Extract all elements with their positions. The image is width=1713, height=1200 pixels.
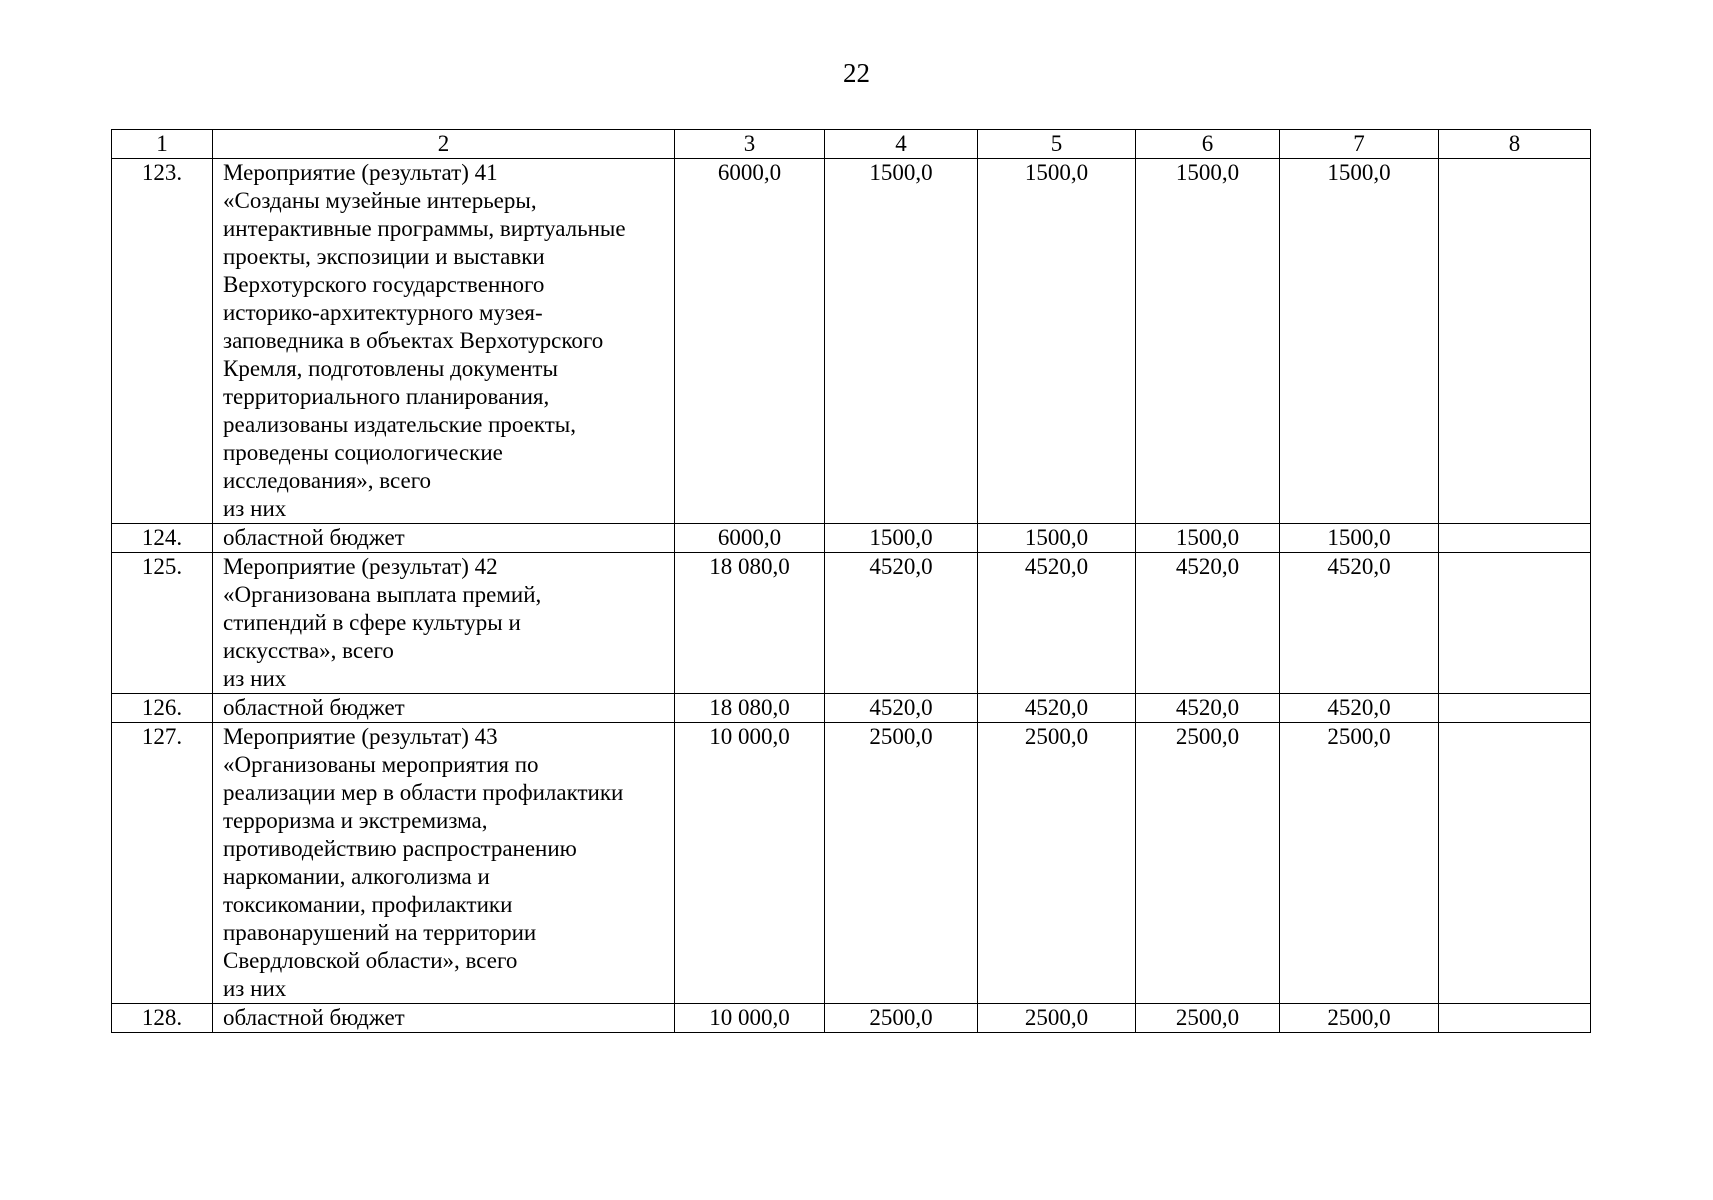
description-line: Верхотурского государственного — [223, 272, 545, 297]
value-cell-col-8 — [1439, 553, 1591, 694]
description-line: областной бюджет — [223, 525, 405, 550]
row-number: 126. — [112, 694, 213, 723]
row-description — [213, 159, 675, 524]
value-cell-col-7: 4520,0 — [1280, 694, 1439, 723]
value-cell-col-5: 2500,0 — [978, 1004, 1136, 1033]
description-line: областной бюджет — [223, 695, 405, 720]
description-line: реализации мер в области профилактики — [223, 780, 624, 805]
table-row — [112, 159, 1591, 524]
value-cell-col-7: 1500,0 — [1280, 159, 1439, 524]
value-cell-col-8 — [1439, 694, 1591, 723]
description-line: Мероприятие (результат) 42 — [223, 554, 498, 579]
value-cell-col-5: 4520,0 — [978, 694, 1136, 723]
table-header-row — [112, 130, 1591, 159]
value-cell-col-3: 10 000,0 — [675, 723, 825, 1004]
description-line: из них — [223, 666, 287, 691]
value-cell-col-6: 4520,0 — [1136, 553, 1280, 694]
column-header: 4 — [825, 130, 978, 159]
page-number: 22 — [843, 58, 870, 88]
row-description — [213, 524, 675, 553]
description-line: искусства», всего — [223, 638, 394, 663]
value-cell-col-6: 2500,0 — [1136, 723, 1280, 1004]
description-line: территориального планирования, — [223, 384, 550, 409]
value-cell-col-3: 6000,0 — [675, 524, 825, 553]
description-line: из них — [223, 976, 287, 1001]
value-cell-col-8 — [1439, 1004, 1591, 1033]
column-header: 8 — [1439, 130, 1591, 159]
description-line: интерактивные программы, виртуальные — [223, 216, 626, 241]
table-row — [112, 694, 1591, 723]
value-cell-col-5: 4520,0 — [978, 553, 1136, 694]
description-line: «Организована выплата премий, — [223, 582, 542, 607]
description-line: «Организованы мероприятия по — [223, 752, 539, 777]
table-row — [112, 524, 1591, 553]
row-description — [213, 694, 675, 723]
description-line: исследования», всего — [223, 468, 432, 493]
description-line: токсикомании, профилактики — [223, 892, 513, 917]
row-number: 124. — [112, 524, 213, 553]
column-header: 7 — [1280, 130, 1439, 159]
budget-table — [111, 129, 1591, 1033]
value-cell-col-7: 2500,0 — [1280, 1004, 1439, 1033]
column-header: 2 — [213, 130, 675, 159]
value-cell-col-6: 1500,0 — [1136, 524, 1280, 553]
value-cell-col-3: 18 080,0 — [675, 553, 825, 694]
description-line: противодействию распространению — [223, 836, 577, 861]
description-line: Мероприятие (результат) 41 — [223, 160, 498, 185]
value-cell-col-3: 18 080,0 — [675, 694, 825, 723]
description-line: правонарушений на территории — [223, 920, 537, 945]
row-description — [213, 1004, 675, 1033]
value-cell-col-4: 2500,0 — [825, 723, 978, 1004]
description-line: проведены социологические — [223, 440, 503, 465]
column-header: 6 — [1136, 130, 1280, 159]
column-header: 3 — [675, 130, 825, 159]
value-cell-col-7: 1500,0 — [1280, 524, 1439, 553]
row-number: 127. — [112, 723, 213, 1004]
table-row — [112, 1004, 1591, 1033]
row-number: 128. — [112, 1004, 213, 1033]
value-cell-col-5: 2500,0 — [978, 723, 1136, 1004]
value-cell-col-4: 1500,0 — [825, 159, 978, 524]
value-cell-col-4: 1500,0 — [825, 524, 978, 553]
value-cell-col-8 — [1439, 159, 1591, 524]
value-cell-col-8 — [1439, 723, 1591, 1004]
table-row — [112, 553, 1591, 694]
value-cell-col-8 — [1439, 524, 1591, 553]
column-header: 5 — [978, 130, 1136, 159]
value-cell-col-6: 4520,0 — [1136, 694, 1280, 723]
value-cell-col-7: 2500,0 — [1280, 723, 1439, 1004]
description-line: «Созданы музейные интерьеры, — [223, 188, 537, 213]
value-cell-col-4: 2500,0 — [825, 1004, 978, 1033]
description-line: областной бюджет — [223, 1005, 405, 1030]
description-line: наркомании, алкоголизма и — [223, 864, 490, 889]
row-number: 125. — [112, 553, 213, 694]
value-cell-col-4: 4520,0 — [825, 694, 978, 723]
value-cell-col-3: 6000,0 — [675, 159, 825, 524]
table-row — [112, 723, 1591, 1004]
value-cell-col-5: 1500,0 — [978, 159, 1136, 524]
value-cell-col-3: 10 000,0 — [675, 1004, 825, 1033]
description-line: проекты, экспозиции и выставки — [223, 244, 545, 269]
value-cell-col-6: 1500,0 — [1136, 159, 1280, 524]
description-line: терроризма и экстремизма, — [223, 808, 488, 833]
value-cell-col-5: 1500,0 — [978, 524, 1136, 553]
description-line: историко-архитектурного музея- — [223, 300, 543, 325]
description-line: стипендий в сфере культуры и — [223, 610, 521, 635]
column-header: 1 — [112, 130, 213, 159]
description-line: Кремля, подготовлены документы — [223, 356, 558, 381]
value-cell-col-6: 2500,0 — [1136, 1004, 1280, 1033]
description-line: заповедника в объектах Верхотурского — [223, 328, 604, 353]
row-number: 123. — [112, 159, 213, 524]
description-line: из них — [223, 496, 287, 521]
description-line: реализованы издательские проекты, — [223, 412, 577, 437]
value-cell-col-7: 4520,0 — [1280, 553, 1439, 694]
value-cell-col-4: 4520,0 — [825, 553, 978, 694]
description-line: Мероприятие (результат) 43 — [223, 724, 498, 749]
row-description — [213, 553, 675, 694]
description-line: Свердловской области», всего — [223, 948, 518, 973]
row-description — [213, 723, 675, 1004]
